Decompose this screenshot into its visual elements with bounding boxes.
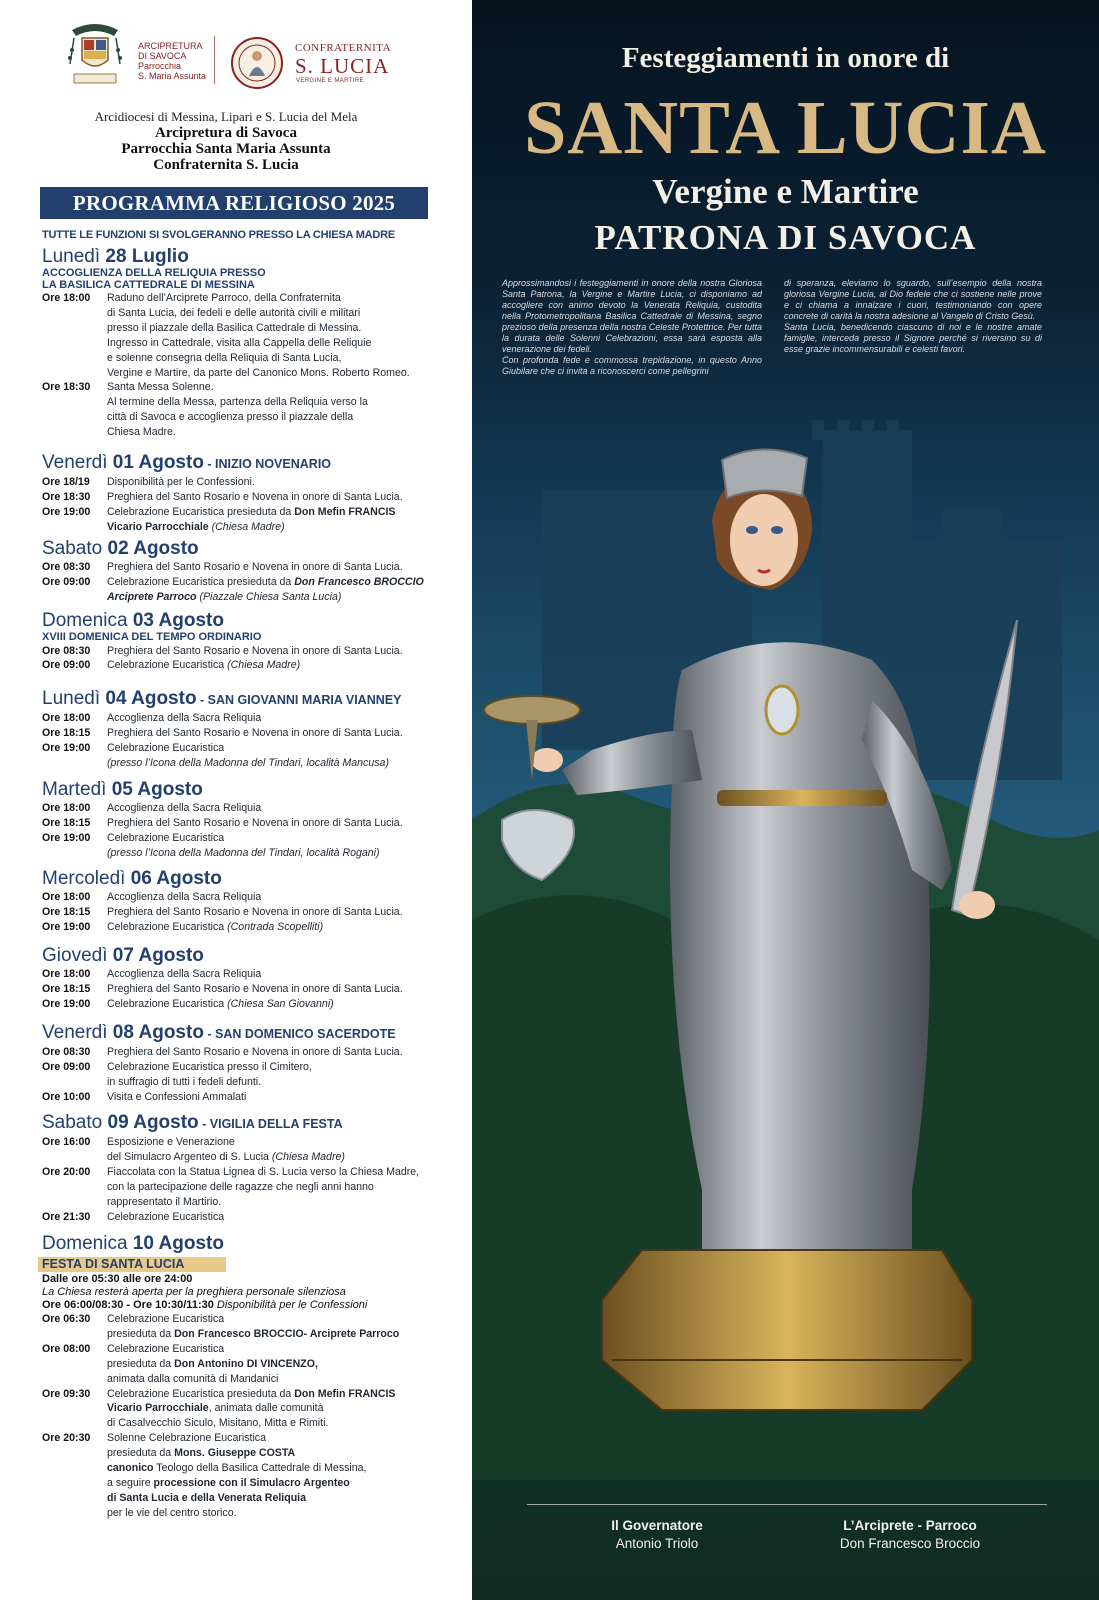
day-heading: Domenica 10 Agosto (42, 1233, 224, 1254)
day-heading: Venerdì 08 Agosto - SAN DOMENICO SACERDOTE (42, 1022, 396, 1043)
event-row: Ore 08:30 Preghiera del Santo Rosario e Novena in onore di Santa Lucia. (42, 1046, 403, 1058)
day-heading: Martedì 05 Agosto (42, 779, 203, 800)
signature-name: Don Francesco Broccio (839, 1536, 981, 1551)
event-row: Ore 09:00 Celebrazione Eucaristica (Chiesa Madre) (42, 659, 301, 672)
event-time: Ore 18:30 (42, 381, 91, 394)
day-05-agosto (42, 779, 462, 861)
event-row: Ore 18:00 Accoglienza della Sacra Reliquia (42, 802, 262, 814)
day-06-agosto (42, 868, 462, 935)
poster-panel (472, 0, 1099, 1600)
day-04-agosto (42, 688, 462, 771)
signature-archpriest (790, 1518, 1030, 1551)
day-09-agosto (42, 1112, 462, 1224)
confraternita-subtitle: VERGINE E MARTIRE (296, 78, 365, 84)
parish-name: Parrocchia Santa Maria Assunta (121, 141, 331, 157)
institution-heading (0, 109, 452, 173)
day-heading: Sabato 02 Agosto (42, 538, 199, 559)
signature-divider (527, 1504, 1047, 1505)
confraternita-label: CONFRATERNITA (295, 42, 392, 54)
event-row: Ore 06:30 Celebrazione Eucaristica presieduta da Don Francesco BROCCIO- Arciprete Parroco (42, 1313, 400, 1340)
arcipretura-line: S. Maria Assunta (138, 71, 207, 81)
event-row: Ore 09:30 Celebrazione Eucaristica presieduta da Don Mefin FRANCIS Vicario Parrocchiale, animata dalle comunità di Casalvecchio Siculo, Misitano, Mitta e Rimiti. (42, 1387, 396, 1430)
day-10-agosto (42, 1233, 462, 1521)
event-row: Ore 18:15 Preghiera del Santo Rosario e Novena in onore di Santa Lucia. (42, 816, 403, 829)
festa-label: FESTA DI SANTA LUCIA (38, 1257, 226, 1272)
arcipretura-line: Parrocchia (138, 61, 182, 71)
signature-name: Antonio Triolo (615, 1536, 699, 1551)
event-row: Ore 08:30 Preghiera del Santo Rosario e Novena in onore di Santa Lucia. (42, 561, 403, 573)
day-heading: Lunedì 04 Agosto - SAN GIOVANNI MARIA VIANNEY (42, 688, 402, 709)
event-row: Ore 18/19 Disponibilità per le Confessioni. (42, 476, 255, 488)
event-row: Ore 20:30 Solenne Celebrazione Eucaristica presieduta da Mons. Giuseppe COSTA canonico Teologo della Basilica Cattedrale di Messina, a seguire processione con il Simulacro Argenteo di Santa Lucia e della Venerata Reliquia per le vie del centro storico. (42, 1432, 367, 1519)
event-row: Ore 18:15 Preghiera del Santo Rosario e Novena in onore di Santa Lucia. (42, 982, 403, 995)
event-row: Ore 08:30 Preghiera del Santo Rosario e Novena in onore di Santa Lucia. (42, 644, 403, 657)
saint-statue-image (472, 400, 1099, 1480)
event-row: Ore 16:00 Esposizione e Venerazione del Simulacro Argenteo di S. Lucia (Chiesa Madre) (42, 1136, 345, 1163)
program-note: TUTTE LE FUNZIONI SI SVOLGERANNO PRESSO LA CHIESA MADRE (42, 229, 396, 241)
day-heading: Mercoledì 06 Agosto (42, 868, 222, 889)
day-subtitle: XVIII DOMENICA DEL TEMPO ORDINARIO (42, 631, 262, 643)
signature-role: L’Arciprete - Parroco (843, 1518, 977, 1533)
event-row: Ore 19:00 Celebrazione Eucaristica (Contrada Scopelliti) (42, 920, 324, 933)
day-heading: Sabato 09 Agosto - VIGILIA DELLA FESTA (42, 1112, 343, 1133)
confraternity-name: Confraternita S. Lucia (153, 157, 299, 173)
bishop-crest-logo (64, 20, 126, 86)
arcipretura-name: Arcipretura di Savoca (155, 125, 297, 141)
event-row: Ore 09:00 Celebrazione Eucaristica presieduta da Don Francesco BROCCIO Arciprete Parroco (Piazzale Chiesa Santa Lucia) (42, 575, 424, 603)
logos-header (60, 16, 420, 88)
signature-role: Il Governatore (611, 1518, 703, 1533)
program-column (0, 0, 472, 1600)
poster-title-virgin: Vergine e Martire (652, 172, 919, 211)
day-01-agosto (42, 452, 462, 535)
day-28-luglio (42, 246, 462, 440)
open-note: La Chiesa resterà aperta per la preghiera personale silenziosa (42, 1286, 346, 1298)
intro-text-left: Approssimandosi i festeggiamenti in onore della nostra Gloriosa Santa Patrona, la Vergine e Martire Lucia, ci disponiamo ad accogliere con animo devoto la Venerata Reliquia, custodita nella Protometropolitana Basilica Cattedrale di Messina, segno prezioso della presenza della nostra Celeste Protettrice. Per tutta la durata delle Solenni Celebrazioni, essa sarà esposta alla venerazione dei fedeli. Con profonda fede e commossa trepidazione, in questo Anno Giubilare che ci invita a riconoscerci come pellegrini (502, 278, 762, 376)
event-row: Ore 08:00 Celebrazione Eucaristica presieduta da Don Antonino DI VINCENZO, animata dalla comunità di Mandanici (42, 1342, 318, 1385)
day-03-agosto (42, 610, 462, 673)
event-time: Ore 18:00 (42, 292, 91, 304)
day-heading: Venerdì 01 Agosto - INIZIO NOVENARIO (42, 452, 332, 473)
arcipretura-logo-text (138, 41, 206, 81)
arcipretura-line: DI SAVOCA (138, 51, 187, 61)
day-subtitle: ACCOGLIENZA DELLA RELIQUIA PRESSO (42, 267, 266, 279)
open-hours: Dalle ore 05:30 alle ore 24:00 (42, 1273, 193, 1285)
day-08-agosto (42, 1022, 462, 1105)
event-row: Ore 18:30 Preghiera del Santo Rosario e Novena in onore di Santa Lucia. (42, 490, 403, 503)
event-row: Ore 09:00 Celebrazione Eucaristica presso il Cimitero, in suffragio di tutti i fedeli defunti. (42, 1060, 312, 1088)
confraternita-name: S. LUCIA (295, 54, 390, 78)
signature-governor (537, 1518, 777, 1551)
event-row: Ore 19:00 Celebrazione Eucaristica (presso l’Icona della Madonna del Tindari, località Mancusa) (42, 741, 389, 769)
event-row: Ore 19:00 Celebrazione Eucaristica (Chiesa San Giovanni) (42, 997, 334, 1010)
intro-text-right: di speranza, eleviamo lo sguardo, sull’esempio della nostra gloriosa Vergine Lucia, al Dio fedele che ci sostiene nelle prove e ci chiama a innalzare i cuori, testimoniando con opere concrete di carità la nostra adesione al Vangelo di Cristo Gesù. Santa Lucia, benedicendo ciascuno di noi e le nostre amate famiglie, interceda presso il Signore perché si riversino su di esse grazie incommensurabili e celesti favori. (784, 278, 1042, 354)
event-row: Ore 18:00 Accoglienza della Sacra Reliquia (42, 968, 262, 980)
logo-divider (214, 36, 215, 84)
confession-hours: Ore 06:00/08:30 - Ore 10:30/11:30 Disponibilità per le Confessioni (42, 1299, 368, 1311)
confraternita-seal-logo (230, 36, 284, 90)
event-row: Ore 21:30 Celebrazione Eucaristica (42, 1210, 225, 1223)
event-row: Ore 18:00 Raduno dell’Arciprete Parroco, della Confraternita di Santa Lucia, dei fedeli e delle autorità civili e militari presso il piazzale della Basilica Cattedrale di Messina. Ingresso in Cattedrale, visita alla Cappella delle Reliquie e solenne consegna della Reliquia di Santa Lucia, Vergine e Martire, da parte del Canonico Mons. Roberto Romeo. (42, 292, 410, 379)
event-row: Ore 19:00 Celebrazione Eucaristica presieduta da Don Mefin FRANCIS Vicario Parrocchiale (Chiesa Madre) (42, 505, 396, 533)
day-heading: Lunedì 28 Luglio (42, 246, 189, 267)
day-heading: Giovedì 07 Agosto (42, 945, 204, 966)
diocese-name: Arcidiocesi di Messina, Lipari e S. Lucia del Mela (94, 109, 358, 124)
event-row: Ore 18:30 Santa Messa Solenne. Al termine della Messa, partenza della Reliquia verso la città di Savoca e accoglienza presso il piazzale della Chiesa Madre. (42, 381, 368, 439)
poster-title-patron: PATRONA DI SAVOCA (594, 218, 977, 257)
program-title: PROGRAMMA RELIGIOSO 2025 (40, 187, 428, 219)
event-row: Ore 18:00 Accoglienza della Sacra Reliquia (42, 712, 262, 724)
day-subtitle: LA BASILICA CATTEDRALE DI MESSINA (42, 278, 255, 291)
day-07-agosto (42, 945, 462, 1012)
event-row: Ore 18:00 Accoglienza della Sacra Reliquia (42, 891, 262, 903)
arcipretura-line: ARCIPRETURA (138, 41, 203, 51)
poster-title-intro: Festeggiamenti in onore di (621, 42, 950, 74)
event-row: Ore 18:15 Preghiera del Santo Rosario e Novena in onore di Santa Lucia. (42, 726, 403, 739)
event-row: Ore 10:00 Visita e Confessioni Ammalati (42, 1090, 247, 1103)
event-row: Ore 19:00 Celebrazione Eucaristica (presso l’Icona della Madonna del Tindari, località Rogani) (42, 831, 380, 859)
event-row: Ore 18:15 Preghiera del Santo Rosario e Novena in onore di Santa Lucia. (42, 905, 403, 918)
event-row: Ore 20:00 Fiaccolata con la Statua Lignea di S. Lucia verso la Chiesa Madre, con la partecipazione delle ragazze che negli anni hanno rappresentato il Martirio. (42, 1165, 420, 1208)
day-heading: Domenica 03 Agosto (42, 610, 224, 631)
day-02-agosto (42, 538, 462, 605)
poster-title-saint: SANTA LUCIA (524, 86, 1047, 170)
